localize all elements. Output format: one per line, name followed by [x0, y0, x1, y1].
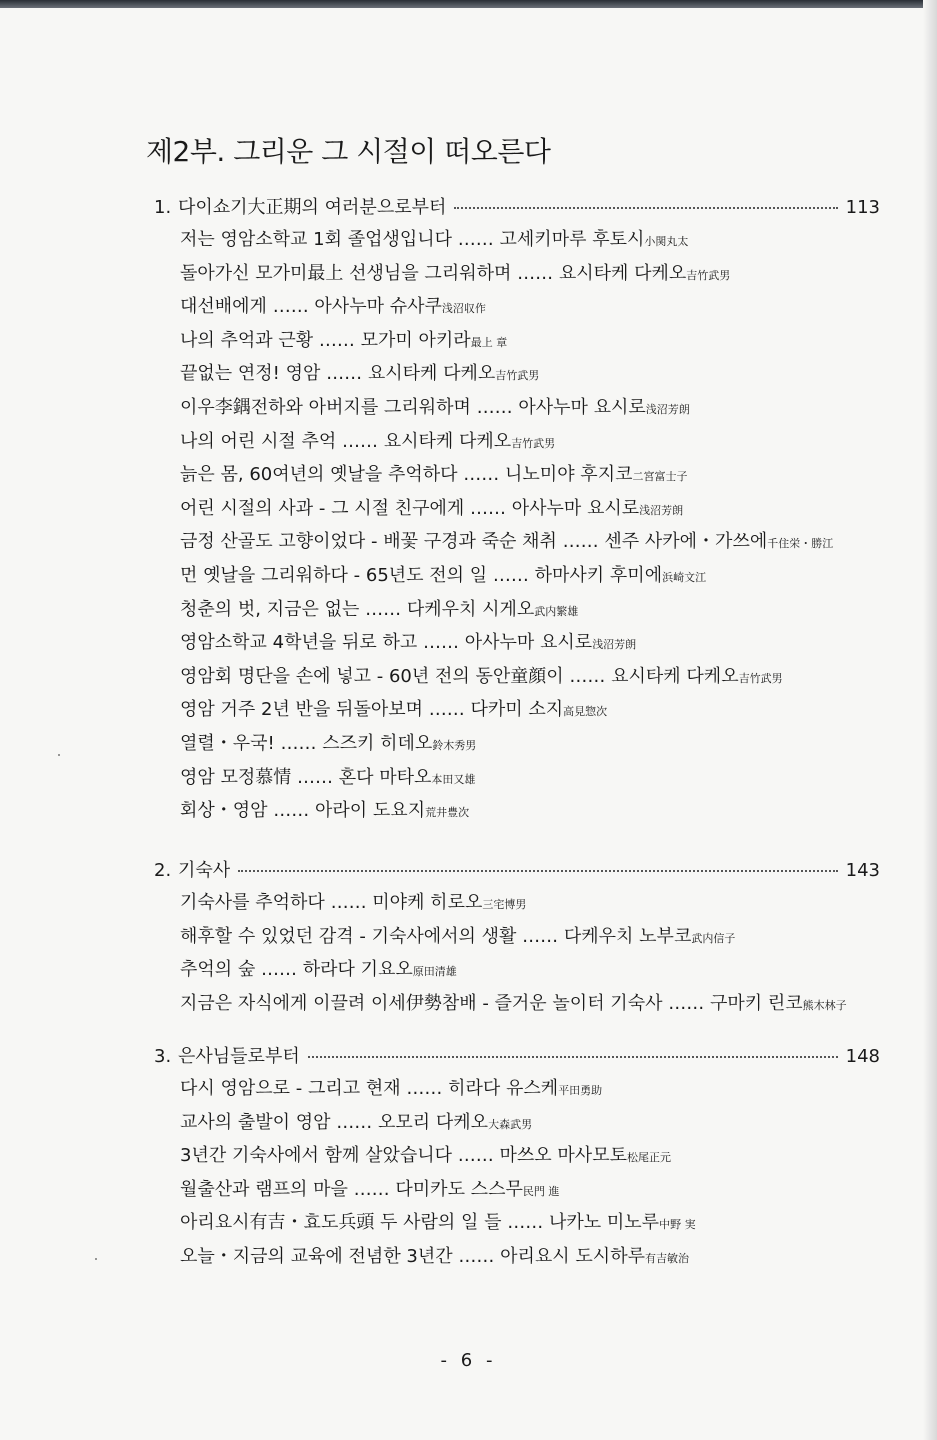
toc-entry	[180, 1240, 880, 1274]
entry-title: 끝없는 연정! 영암	[180, 363, 321, 385]
entry-title: 기숙사를 추억하다	[180, 892, 325, 913]
entry-author: 아사누마 요시로	[464, 632, 593, 654]
entry-author-hanja: 鈴木秀男	[432, 738, 477, 752]
toc-entry	[180, 1106, 880, 1140]
entry-dots: ……	[342, 430, 379, 452]
entry-dots: ……	[423, 632, 460, 654]
entry-author-hanja: 武内繁雄	[534, 604, 579, 618]
entry-title: 영암 거주 2년 반을 뒤돌아보며	[180, 699, 423, 721]
entry-author-hanja: 二宮富士子	[632, 470, 688, 484]
entry-author-hanja: 浅沼芳朗	[592, 638, 637, 652]
toc-entry	[180, 290, 880, 324]
scan-speck	[58, 754, 60, 756]
toc-entry	[180, 953, 880, 987]
entry-author-hanja: 浅沼芳朗	[645, 402, 690, 416]
entry-author: 혼다 마타오	[338, 766, 432, 788]
entry-author-hanja: 荒井豊次	[425, 806, 470, 820]
entry-author-hanja: 大森武男	[488, 1117, 533, 1131]
entry-author: 스즈키 히데오	[322, 732, 433, 754]
entry-title: 먼 옛날을 그리워하다 - 65년도 전의 일	[180, 564, 488, 586]
entry-dots: ……	[668, 992, 705, 1014]
dot-leader	[454, 207, 837, 209]
entry-title: 영암소학교 4학년을 뒤로 하고	[180, 632, 418, 654]
entry-dots: ……	[297, 766, 334, 788]
entry-author-hanja: 武内信子	[691, 931, 736, 945]
entry-author-hanja: 熊木林子	[802, 998, 847, 1012]
page-number: - 6 -	[440, 1350, 497, 1371]
entry-dots: ……	[458, 1245, 495, 1267]
entry-dots: ……	[470, 497, 506, 519]
entry-title: 나의 어린 시절 추억	[180, 430, 337, 452]
section-title: 기숙사	[178, 860, 231, 881]
entry-author-hanja: 小関丸太	[644, 235, 689, 248]
entry-title: 늙은 몸, 60여년의 옛날을 추억하다	[180, 464, 458, 486]
section-title: 은사님들로부터	[178, 1046, 300, 1067]
entry-dots: ……	[330, 892, 367, 913]
entry-dots: ……	[457, 229, 494, 250]
entry-author-hanja: 吉竹武男	[495, 369, 540, 383]
entry-author-hanja: 民門 進	[522, 1184, 560, 1198]
section-heading	[154, 1042, 880, 1072]
part-title: 제2부. 그리운 그 시절이 떠오른다	[146, 135, 551, 168]
section-number: 3.	[154, 1046, 172, 1067]
section-title: 다이쇼기大正期의 여러분으로부터	[178, 197, 447, 218]
entry-author: 아라이 도요지	[315, 800, 426, 822]
entry-title: 해후할 수 있었던 감격 - 기숙사에서의 생활	[180, 925, 517, 947]
entry-title: 다시 영암으로 - 그리고 현재	[180, 1078, 401, 1099]
scan-speck	[95, 1258, 97, 1260]
toc-entry	[180, 1206, 880, 1240]
toc-entry	[180, 794, 880, 828]
entry-author-hanja: 最上 章	[470, 335, 508, 349]
toc-section-2	[154, 856, 880, 1020]
entry-author: 미야케 히로오	[372, 892, 483, 913]
toc-section-1	[154, 193, 880, 828]
section-number: 1.	[154, 197, 172, 218]
entry-dots: ……	[476, 396, 513, 418]
entry-author: 다미카도 스스무	[395, 1178, 523, 1200]
entry-author-hanja: 高見惣次	[563, 705, 608, 719]
toc-entry	[180, 391, 880, 425]
entry-author-hanja: 有吉敏治	[644, 1251, 689, 1265]
toc-entry	[180, 727, 880, 761]
entry-title: 지금은 자식에게 이끌려 이세伊勢참배 - 즐거운 놀이터 기숙사	[180, 992, 663, 1014]
toc-entry	[180, 525, 880, 559]
entry-author: 모가미 아키라	[360, 329, 471, 351]
entry-title: 어린 시절의 사과 - 그 시절 친구에게	[180, 497, 465, 519]
entry-author: 요시타케 다케오	[367, 363, 496, 385]
entry-title: 열렬・우국!	[180, 732, 275, 754]
entry-title: 청춘의 벗, 지금은 없는	[180, 598, 360, 620]
toc-entry	[180, 223, 880, 257]
entry-dots: ……	[272, 296, 309, 318]
entry-author: 고세키마루 후토시	[499, 229, 645, 250]
entry-dots: ……	[353, 1178, 390, 1200]
entry-dots: ……	[522, 925, 559, 947]
entry-author: 다카미 소지	[470, 699, 564, 721]
entry-title: 저는 영암소학교 1회 졸업생입니다	[180, 229, 453, 250]
entry-dots: ……	[457, 1145, 494, 1167]
entry-dots: ……	[517, 262, 554, 284]
entry-title: 오늘・지금의 교육에 전념한 3년간	[180, 1245, 453, 1267]
section-heading	[154, 856, 880, 886]
toc-entry	[180, 1173, 880, 1207]
entry-author-hanja: 吉竹武男	[511, 436, 556, 450]
entry-title: 나의 추억과 근황	[180, 329, 314, 351]
entry-dots: ……	[463, 464, 500, 486]
entry-author-hanja: 吉竹武男	[686, 268, 731, 282]
entry-author: 히라다 유스케	[448, 1078, 559, 1099]
entry-author-hanja: 浅沼芳朗	[639, 503, 684, 517]
entry-author: 아사누마 슈사쿠	[314, 296, 442, 318]
entry-title: 아리요시有吉・효도兵頭 두 사람의 일 들	[180, 1212, 502, 1234]
entry-dots: ……	[336, 1111, 373, 1133]
entry-title: 3년간 기숙사에서 함께 살았습니다	[180, 1145, 453, 1167]
entry-author: 오모리 다케오	[378, 1111, 489, 1133]
entry-dots: ……	[318, 329, 355, 351]
entry-author-hanja: 吉竹武男	[738, 671, 783, 685]
entry-dots: ……	[365, 598, 402, 620]
dot-leader	[238, 870, 837, 872]
entry-title: 이우李鍝전하와 아버지를 그리워하며	[180, 396, 471, 418]
entry-dots: ……	[492, 564, 529, 586]
toc-entry	[180, 458, 880, 492]
entry-dots: ……	[507, 1212, 544, 1234]
entry-author: 센주 사카에・가쓰에	[604, 531, 768, 553]
entry-author: 구마키 린코	[709, 992, 803, 1014]
entry-author-hanja: 浅沼収作	[441, 302, 486, 316]
scan-top-edge	[0, 0, 937, 8]
entry-dots: ……	[428, 699, 465, 721]
entry-author-hanja: 本田又雄	[431, 772, 476, 786]
toc-entry	[180, 357, 880, 391]
entry-dots: ……	[261, 959, 298, 981]
entry-dots: ……	[406, 1078, 443, 1099]
entry-author: 하마사키 후미에	[534, 564, 663, 586]
section-page-number: 113	[845, 197, 880, 218]
toc-entry	[180, 492, 880, 526]
entry-title: 회상・영암	[180, 800, 268, 822]
entry-dots: ……	[562, 531, 599, 553]
entry-author: 요시타케 다케오	[558, 262, 687, 284]
entry-title: 추억의 숲	[180, 959, 256, 981]
entry-author: 다케우치 시게오	[406, 598, 535, 620]
toc-entry	[180, 257, 880, 291]
entry-author-hanja: 三宅博男	[482, 898, 527, 911]
toc-entry	[180, 626, 880, 660]
entry-author: 니노미야 후지코	[505, 464, 633, 486]
entry-author: 아사누마 요시로	[511, 497, 640, 519]
section-number: 2.	[154, 860, 172, 881]
entry-author-hanja: 松尾正元	[626, 1151, 671, 1165]
toc-entry	[180, 886, 880, 920]
entry-author: 다케우치 노부코	[563, 925, 692, 947]
entry-title: 영암 모정慕情	[180, 766, 292, 788]
toc-entry	[180, 593, 880, 627]
toc-entry	[180, 920, 880, 954]
entry-title: 교사의 출발이 영암	[180, 1111, 331, 1133]
toc-entry	[180, 559, 880, 593]
entry-author: 아사누마 요시로	[518, 396, 646, 418]
entry-author-hanja: 千住栄・勝江	[767, 537, 834, 551]
toc-section-3	[154, 1042, 880, 1274]
entry-author: 하라다 기요오	[302, 959, 413, 981]
entry-author: 요시타케 다케오	[611, 665, 739, 687]
section-heading	[154, 193, 880, 223]
entry-title: 금정 산골도 고향이었다 - 배꽃 구경과 죽순 채취	[180, 531, 557, 553]
entry-title: 돌아가신 모가미最上 선생님을 그리워하며	[180, 262, 512, 284]
scan-right-edge	[923, 0, 937, 1440]
entry-author-hanja: 中野 実	[659, 1218, 696, 1232]
toc-entry	[180, 425, 880, 459]
entry-dots: ……	[280, 732, 317, 754]
toc-entry	[180, 987, 880, 1021]
toc-entry	[180, 660, 880, 694]
entry-author: 나카노 미노루	[549, 1212, 660, 1234]
entry-author: 요시타케 다케오	[383, 430, 512, 452]
entry-dots: ……	[273, 800, 310, 822]
entry-author-hanja: 原田清雄	[412, 965, 457, 979]
entry-author-hanja: 平田勇助	[558, 1084, 603, 1097]
dot-leader	[308, 1056, 838, 1058]
toc-entry	[180, 693, 880, 727]
entry-author-hanja: 浜崎文江	[662, 570, 707, 584]
section-page-number: 143	[845, 860, 880, 881]
entry-dots: ……	[569, 665, 606, 687]
entry-title: 월출산과 램프의 마을	[180, 1178, 348, 1200]
toc-entry	[180, 1072, 880, 1106]
entry-title: 대선배에게	[180, 296, 267, 318]
entry-author: 마쓰오 마사모토	[499, 1145, 627, 1167]
section-page-number: 148	[845, 1046, 880, 1067]
toc-entry	[180, 1139, 880, 1173]
entry-dots: ……	[326, 363, 363, 385]
entry-author: 아리요시 도시하루	[500, 1245, 645, 1267]
toc-entry	[180, 324, 880, 358]
toc-entry	[180, 761, 880, 795]
entry-title: 영암회 명단을 손에 넣고 - 60년 전의 동안童顔이	[180, 665, 564, 687]
